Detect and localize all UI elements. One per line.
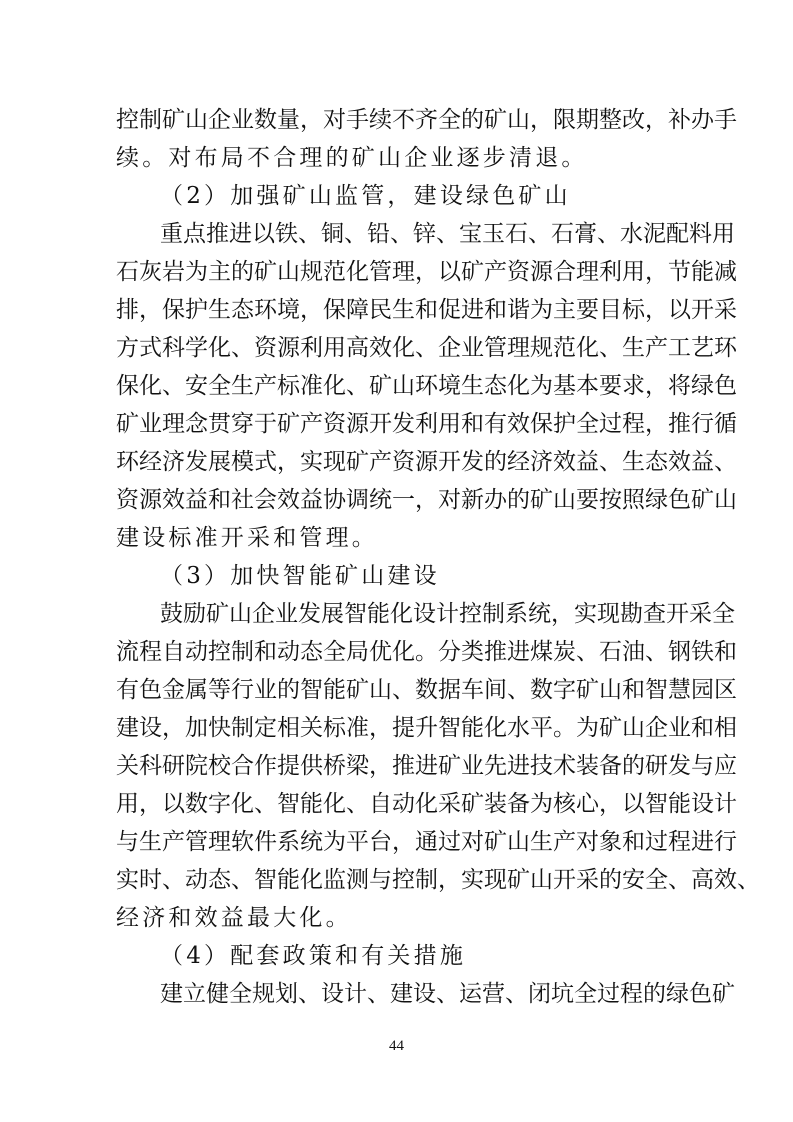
- section-heading: （3）加快智能矿山建设: [160, 563, 440, 589]
- paragraph-line: 鼓励矿山企业发展智能化设计控制系统，实现勘查开采全: [160, 601, 735, 627]
- paragraph-line: 续。对布局不合理的矿山企业逐步清退。: [116, 145, 588, 171]
- paragraph-line: 控制矿山企业数量，对手续不齐全的矿山，限期整改，补办手: [116, 107, 737, 133]
- paragraph-line: 经济和效益最大化。: [116, 905, 352, 931]
- paragraph-line: 保化、安全生产标准化、矿山环境生态化为基本要求，将绿色: [116, 373, 737, 399]
- paragraph-line: 有色金属等行业的智能矿山、数据车间、数字矿山和智慧园区: [116, 677, 737, 703]
- paragraph-line: 关科研院校合作提供桥梁，推进矿业先进技术装备的研发与应: [116, 753, 737, 779]
- paragraph-line: 排，保护生态环境，保障民生和促进和谐为主要目标，以开采: [116, 297, 737, 323]
- paragraph-line: 石灰岩为主的矿山规范化管理，以矿产资源合理利用，节能减: [116, 259, 737, 285]
- paragraph-line: 实时、动态、智能化监测与控制，实现矿山开采的安全、高效、: [116, 867, 760, 893]
- paragraph-line: 建设标准开采和管理。: [116, 525, 378, 551]
- paragraph-line: 建设，加快制定相关标准，提升智能化水平。为矿山企业和相: [116, 715, 737, 741]
- paragraph-line: 用，以数字化、智能化、自动化采矿装备为核心，以智能设计: [116, 791, 737, 817]
- paragraph-line: 方式科学化、资源利用高效化、企业管理规范化、生产工艺环: [116, 335, 737, 361]
- section-heading: （4）配套政策和有关措施: [160, 943, 467, 969]
- paragraph-line: 资源效益和社会效益协调统一，对新办的矿山要按照绿色矿山: [116, 487, 737, 513]
- paragraph-line: 建立健全规划、设计、建设、运营、闭坑全过程的绿色矿: [160, 981, 735, 1007]
- page-number: 44: [389, 1038, 404, 1054]
- paragraph-line: 矿业理念贯穿于矿产资源开发利用和有效保护全过程，推行循: [116, 411, 737, 437]
- paragraph-line: 环经济发展模式，实现矿产资源开发的经济效益、生态效益、: [116, 449, 737, 475]
- section-heading: （2）加强矿山监管，建设绿色矿山: [160, 183, 571, 209]
- paragraph-line: 流程自动控制和动态全局优化。分类推进煤炭、石油、钢铁和: [116, 639, 737, 665]
- paragraph-line: 重点推进以铁、铜、铅、锌、宝玉石、石膏、水泥配料用: [160, 221, 735, 247]
- paragraph-line: 与生产管理软件系统为平台，通过对矿山生产对象和过程进行: [116, 829, 737, 855]
